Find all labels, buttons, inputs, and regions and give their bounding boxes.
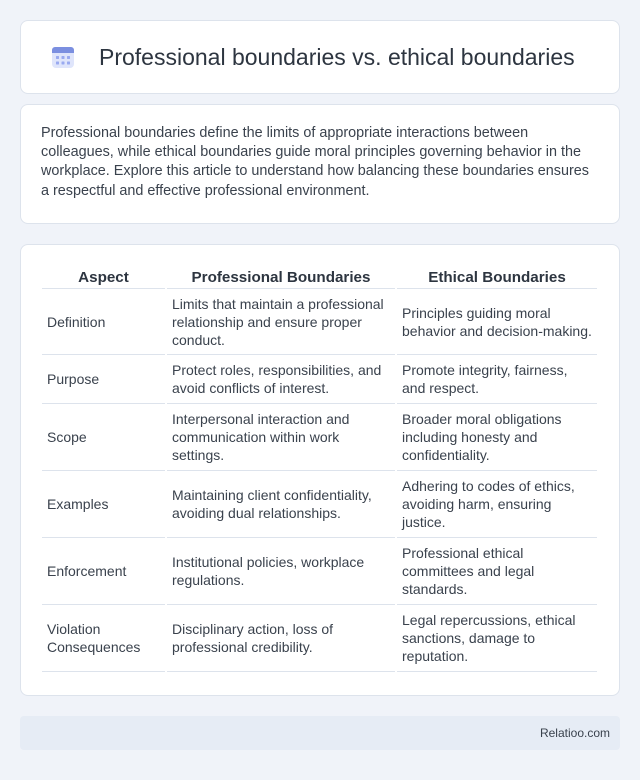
ethical-cell: Legal repercussions, ethical sanctions, damage to reputation. bbox=[397, 605, 597, 672]
professional-cell: Limits that maintain a professional relationship and ensure proper conduct. bbox=[167, 289, 395, 355]
intro-paragraph: Professional boundaries define the limits of appropriate interactions between colleagues, while ethical boundaries guide moral principles governing behavior in the workplace. Explore this article to understand how balancing these boundaries ensures a respectful and effective professional environment. bbox=[41, 125, 589, 199]
column-header-ethical: Ethical Boundaries bbox=[397, 265, 597, 289]
table-row bbox=[42, 471, 597, 538]
comparison-table bbox=[40, 265, 599, 672]
calendar-icon bbox=[50, 44, 76, 70]
aspect-cell: Violation Consequences bbox=[42, 605, 165, 672]
aspect-cell: Purpose bbox=[42, 355, 165, 404]
ethical-cell: Promote integrity, fairness, and respect. bbox=[397, 355, 597, 404]
column-header-professional: Professional Boundaries bbox=[167, 265, 395, 289]
table-row bbox=[42, 355, 597, 404]
ethical-cell: Adhering to codes of ethics, avoiding harm, ensuring justice. bbox=[397, 471, 597, 538]
aspect-cell: Definition bbox=[42, 289, 165, 355]
comparison-card bbox=[20, 244, 620, 696]
aspect-cell: Scope bbox=[42, 404, 165, 471]
footer-bar bbox=[20, 716, 620, 750]
column-header-aspect: Aspect bbox=[42, 265, 165, 289]
professional-cell: Disciplinary action, loss of professional credibility. bbox=[167, 605, 395, 672]
ethical-cell: Professional ethical committees and legal standards. bbox=[397, 538, 597, 605]
table-row bbox=[42, 605, 597, 672]
professional-cell: Protect roles, responsibilities, and avoid conflicts of interest. bbox=[167, 355, 395, 404]
professional-cell: Interpersonal interaction and communication within work settings. bbox=[167, 404, 395, 471]
ethical-cell: Principles guiding moral behavior and decision-making. bbox=[397, 289, 597, 355]
page-title: Professional boundaries vs. ethical boundaries bbox=[99, 43, 575, 70]
professional-cell: Maintaining client confidentiality, avoiding dual relationships. bbox=[167, 471, 395, 538]
intro-card bbox=[20, 104, 620, 224]
title-card bbox=[20, 20, 620, 94]
footer-brand[interactable]: Relatioo.com bbox=[539, 726, 610, 740]
table-row bbox=[42, 289, 597, 355]
table-row bbox=[42, 404, 597, 471]
table-header-row bbox=[42, 265, 597, 289]
table-row bbox=[42, 538, 597, 605]
aspect-cell: Examples bbox=[42, 471, 165, 538]
aspect-cell: Enforcement bbox=[42, 538, 165, 605]
professional-cell: Institutional policies, workplace regulations. bbox=[167, 538, 395, 605]
ethical-cell: Broader moral obligations including honesty and confidentiality. bbox=[397, 404, 597, 471]
